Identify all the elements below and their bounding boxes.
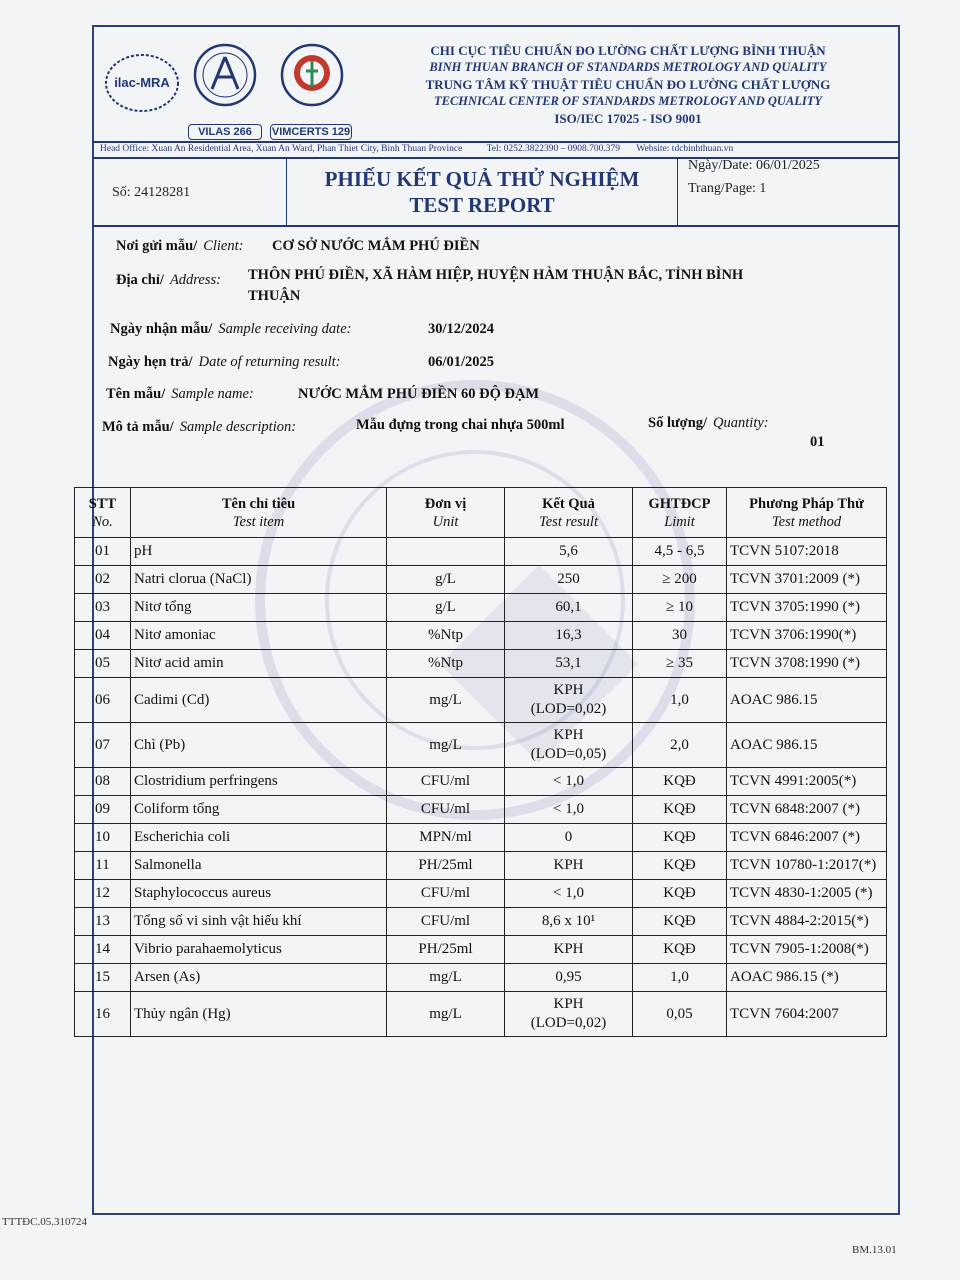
client-value: CƠ SỞ NƯỚC MẮM PHÚ ĐIỀN [272, 238, 480, 254]
org-name-vn: CHI CỤC TIÊU CHUẨN ĐO LƯỜNG CHẤT LƯỢNG BÌNH THUẬN [430, 43, 826, 58]
row-method: TCVN 6846:2007 (*) [727, 824, 887, 852]
row-method: TCVN 6848:2007 (*) [727, 796, 887, 824]
row-result [505, 723, 633, 768]
row-number: 11 [75, 852, 131, 880]
row-method: TCVN 3708:1990 (*) [727, 650, 887, 678]
sample-name-label-en: Sample name: [171, 386, 254, 402]
received-label-vn: Ngày nhận mẫu/ [110, 321, 213, 337]
form-code-left: TTTĐC.05.310724 [2, 1216, 87, 1228]
row-result: 250 [505, 566, 633, 594]
table-row [75, 824, 887, 852]
client-label-vn: Nơi gửi mẫu/ [116, 238, 198, 254]
row-number: 01 [75, 538, 131, 566]
row-unit [387, 538, 505, 566]
row-limit: 4,5 - 6,5 [633, 538, 727, 566]
row-unit: PH/25ml [387, 852, 505, 880]
table-row [75, 768, 887, 796]
center-name-vn: TRUNG TÂM KỸ THUẬT TIÊU CHUẨN ĐO LƯỜNG CHẤT LƯỢNG [425, 77, 831, 92]
head-office-address: Head Office: Xuan An Residential Area, Xuan An Ward, Phan Thiet City, Binh Thuan Province [100, 144, 463, 154]
vimcerts-logo [274, 43, 350, 123]
row-unit: CFU/ml [387, 880, 505, 908]
row-method: TCVN 10780-1:2017(*) [727, 852, 887, 880]
row-method: TCVN 4991:2005(*) [727, 768, 887, 796]
row-unit: MPN/ml [387, 824, 505, 852]
address-value-line1: THÔN PHÚ ĐIỀN, XÃ HÀM HIỆP, HUYỆN HÀM THUẬN BẮC, TỈNH BÌNH [248, 267, 744, 283]
table-row [75, 852, 887, 880]
table-row [75, 678, 887, 723]
row-result: KPH [505, 936, 633, 964]
header-unit: Đơn vị Unit [387, 488, 505, 538]
row-number: 07 [75, 723, 131, 768]
description-label-en: Sample description: [179, 419, 297, 435]
table-row [75, 964, 887, 992]
table-row [75, 622, 887, 650]
report-title-cell [286, 159, 678, 225]
row-number: 06 [75, 678, 131, 723]
row-number: 16 [75, 992, 131, 1037]
row-unit: g/L [387, 594, 505, 622]
row-result: 5,6 [505, 538, 633, 566]
row-unit: %Ntp [387, 650, 505, 678]
row-method: TCVN 7604:2007 [727, 992, 887, 1037]
return-label-en: Date of returning result: [198, 354, 341, 370]
row-test-item: Clostridium perfringens [131, 768, 387, 796]
row-number: 13 [75, 908, 131, 936]
received-date-label [110, 321, 351, 338]
row-limit: 2,0 [633, 723, 727, 768]
row-method: TCVN 3705:1990 (*) [727, 594, 887, 622]
quantity-value: 01 [810, 434, 825, 450]
ilac-logo-text: ilac-MRA [114, 75, 170, 90]
header-no: STT No. [75, 488, 131, 538]
row-test-item: Tổng số vi sinh vật hiếu khí [131, 908, 387, 936]
table-row [75, 908, 887, 936]
row-limit: KQĐ [633, 880, 727, 908]
row-test-item: Nitơ amoniac [131, 622, 387, 650]
row-test-item: Arsen (As) [131, 964, 387, 992]
org-name-en: BINH THUAN BRANCH OF STANDARDS METROLOGY AND QUALITY [429, 60, 827, 74]
head-office-website: Website: tdcbinhthuan.vn [636, 144, 734, 154]
row-result: KPH [505, 852, 633, 880]
quantity-label-en: Quantity: [713, 415, 769, 431]
sample-description-label [102, 419, 296, 436]
row-test-item: Nitơ tổng [131, 594, 387, 622]
row-result: 16,3 [505, 622, 633, 650]
row-method: AOAC 986.15 (*) [727, 964, 887, 992]
return-date-value: 06/01/2025 [428, 354, 495, 370]
row-method: TCVN 3706:1990(*) [727, 622, 887, 650]
address-label-en: Address: [169, 272, 221, 288]
row-result: < 1,0 [505, 768, 633, 796]
row-result: 60,1 [505, 594, 633, 622]
row-number: 10 [75, 824, 131, 852]
result-detection-limit: (LOD=0,05) [530, 746, 607, 762]
header-test-item: Tên chỉ tiêu Test item [131, 488, 387, 538]
row-result: 53,1 [505, 650, 633, 678]
sample-name-label [106, 386, 254, 403]
row-method: AOAC 986.15 [727, 723, 887, 768]
return-label-vn: Ngày hẹn trả/ [108, 354, 193, 370]
row-result: 0 [505, 824, 633, 852]
row-number: 12 [75, 880, 131, 908]
row-method: TCVN 4884-2:2015(*) [727, 908, 887, 936]
row-test-item: Escherichia coli [131, 824, 387, 852]
address-label [116, 272, 221, 289]
table-row [75, 594, 887, 622]
row-unit: g/L [387, 566, 505, 594]
ilac-mra-logo [100, 47, 184, 117]
row-result: 0,95 [505, 964, 633, 992]
row-method: TCVN 7905-1:2008(*) [727, 936, 887, 964]
row-result [505, 992, 633, 1037]
row-test-item: Chì (Pb) [131, 723, 387, 768]
row-test-item: Coliform tổng [131, 796, 387, 824]
row-test-item: pH [131, 538, 387, 566]
client-label [116, 238, 243, 255]
row-unit: mg/L [387, 964, 505, 992]
row-limit: KQĐ [633, 768, 727, 796]
test-results-table [74, 487, 887, 1037]
row-limit: KQĐ [633, 936, 727, 964]
row-test-item: Staphylococcus aureus [131, 880, 387, 908]
table-row [75, 992, 887, 1037]
row-number: 05 [75, 650, 131, 678]
row-unit: mg/L [387, 992, 505, 1037]
row-result: < 1,0 [505, 796, 633, 824]
vimcerts-label: VIMCERTS 129 [271, 126, 351, 138]
report-page: Trang/Page: 1 [688, 181, 767, 196]
row-number: 04 [75, 622, 131, 650]
received-label-en: Sample receiving date: [218, 321, 352, 337]
row-number: 08 [75, 768, 131, 796]
form-code-right: BM.13.01 [852, 1244, 897, 1256]
row-method: AOAC 986.15 [727, 678, 887, 723]
table-row [75, 650, 887, 678]
received-date-value: 30/12/2024 [428, 321, 495, 337]
report-title-vn: PHIẾU KẾT QUẢ THỬ NGHIỆM [324, 167, 640, 191]
result-detection-limit: (LOD=0,02) [530, 1015, 607, 1031]
sample-name-value: NƯỚC MẮM PHÚ ĐIỀN 60 ĐỘ ĐẠM [298, 386, 540, 402]
result-value: KPH [553, 996, 584, 1012]
row-limit: 1,0 [633, 964, 727, 992]
row-limit: ≥ 200 [633, 566, 727, 594]
center-name-en: TECHNICAL CENTER OF STANDARDS METROLOGY AND QUALITY [433, 94, 823, 108]
table-row [75, 880, 887, 908]
result-value: KPH [553, 682, 584, 698]
iso-certification: ISO/IEC 17025 - ISO 9001 [554, 111, 702, 126]
row-test-item: Vibrio parahaemolyticus [131, 936, 387, 964]
row-number: 02 [75, 566, 131, 594]
header-method: Phương Pháp Thử Test method [727, 488, 887, 538]
table-row [75, 796, 887, 824]
row-test-item: Thủy ngân (Hg) [131, 992, 387, 1037]
row-method: TCVN 5107:2018 [727, 538, 887, 566]
return-date-label [108, 354, 341, 371]
row-limit: KQĐ [633, 852, 727, 880]
row-number: 09 [75, 796, 131, 824]
row-test-item: Cadimi (Cd) [131, 678, 387, 723]
vilas-label: VILAS 266 [188, 124, 262, 140]
result-detection-limit: (LOD=0,02) [530, 701, 607, 717]
row-limit: 0,05 [633, 992, 727, 1037]
row-result [505, 678, 633, 723]
row-unit: mg/L [387, 678, 505, 723]
report-date: Ngày/Date: 06/01/2025 [688, 158, 820, 173]
row-unit: CFU/ml [387, 768, 505, 796]
description-label-vn: Mô tả mẫu/ [102, 419, 174, 435]
row-limit: KQĐ [633, 908, 727, 936]
row-limit: 1,0 [633, 678, 727, 723]
row-number: 03 [75, 594, 131, 622]
row-method: TCVN 4830-1:2005 (*) [727, 880, 887, 908]
header-limit: GHTĐCP Limit [633, 488, 727, 538]
address-value-line2: THUẬN [248, 288, 301, 304]
sample-name-label-vn: Tên mẫu/ [106, 386, 166, 402]
sample-description-value: Mẫu đựng trong chai nhựa 500ml [356, 417, 565, 433]
row-test-item: Natri clorua (NaCl) [131, 566, 387, 594]
row-unit: CFU/ml [387, 908, 505, 936]
row-unit: CFU/ml [387, 796, 505, 824]
table-header-row [75, 488, 887, 538]
row-unit: %Ntp [387, 622, 505, 650]
row-limit: ≥ 35 [633, 650, 727, 678]
address-label-vn: Địa chỉ/ [116, 272, 164, 288]
organization-header [360, 43, 896, 143]
row-test-item: Nitơ acid amin [131, 650, 387, 678]
report-title-en: TEST REPORT [409, 193, 555, 217]
row-method: TCVN 3701:2009 (*) [727, 566, 887, 594]
row-unit: PH/25ml [387, 936, 505, 964]
head-office-phone: Tel: 0252.3822390 – 0908.700.379 [486, 144, 621, 154]
head-office-bar [100, 144, 892, 154]
header-result: Kết Quả Test result [505, 488, 633, 538]
result-value: KPH [553, 727, 584, 743]
report-number: Số: 24128281 [112, 185, 191, 200]
quantity-label-vn: Số lượng/ [648, 415, 708, 431]
row-result: 8,6 x 10¹ [505, 908, 633, 936]
row-number: 14 [75, 936, 131, 964]
row-number: 15 [75, 964, 131, 992]
row-unit: mg/L [387, 723, 505, 768]
row-limit: KQĐ [633, 824, 727, 852]
quantity-label [648, 415, 769, 432]
row-result: < 1,0 [505, 880, 633, 908]
client-label-en: Client: [203, 238, 244, 254]
row-test-item: Salmonella [131, 852, 387, 880]
row-limit: 30 [633, 622, 727, 650]
table-row [75, 723, 887, 768]
vilas-logo [188, 43, 262, 123]
table-row [75, 538, 887, 566]
row-limit: KQĐ [633, 796, 727, 824]
table-row [75, 566, 887, 594]
table-row [75, 936, 887, 964]
row-limit: ≥ 10 [633, 594, 727, 622]
